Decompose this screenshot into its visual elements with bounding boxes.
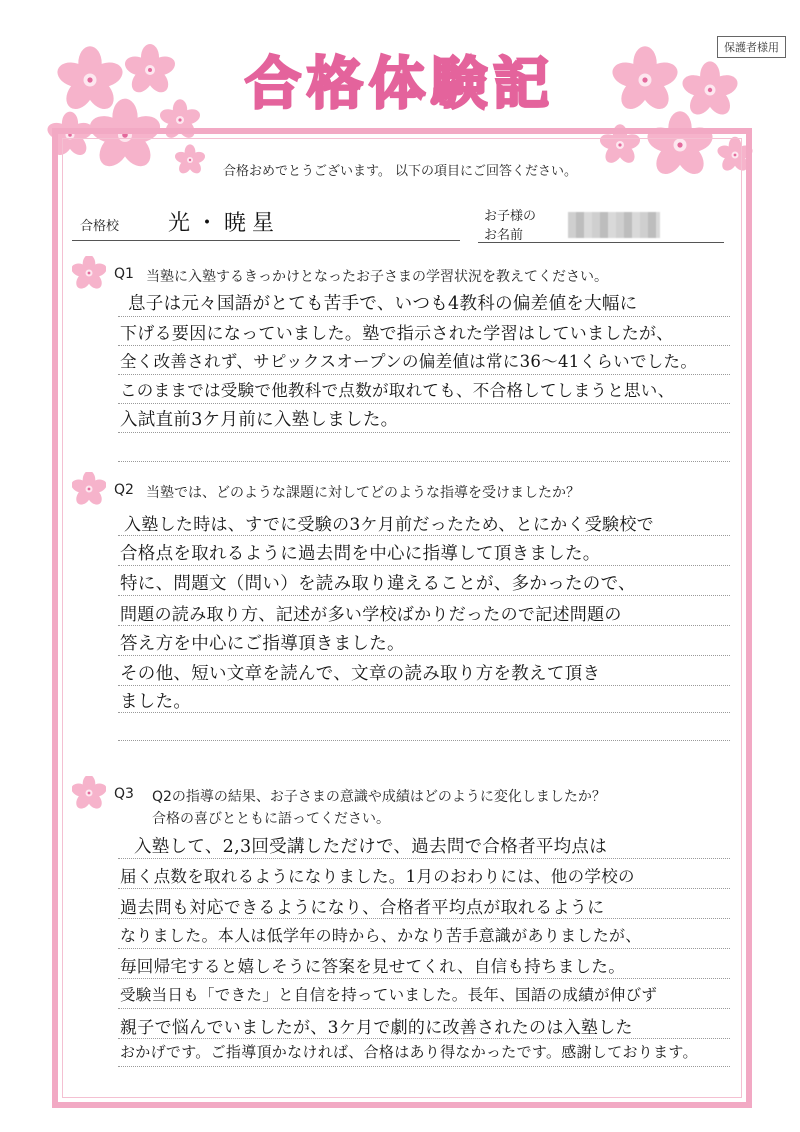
q3-answer-line: おかげです。ご指導頂かなければ、合格はあり得なかったです。感謝しております。	[120, 1043, 698, 1061]
blossom-bullet-q3-icon	[72, 776, 106, 810]
q1-answer-line: 息子は元々国語がとても苦手で、いつも4教科の偏差値を大幅に	[128, 294, 638, 314]
ruled-line	[118, 461, 730, 462]
ruled-line	[118, 978, 730, 979]
instruction-text: 合格おめでとうございます。 以下の項目にご回答ください。	[222, 164, 578, 179]
blossom-bullet-q1-icon	[72, 256, 106, 290]
ruled-line	[118, 403, 730, 404]
q2-answer-line: ました。	[120, 692, 192, 712]
q3-answer-line: 毎回帰宅すると嬉しそうに答案を見せてくれ、自信も持ちました。	[120, 957, 625, 976]
q3-answer-line: 親子で悩んでいましたが、3ケ月で劇的に改善されたのは入塾した	[120, 1018, 633, 1038]
q1-answer-line: 全く改善されず、サピックスオープンの偏差値は常に36〜41くらいでした。	[120, 352, 698, 371]
ruled-line	[118, 316, 730, 317]
q3-text-line-1: Q2の指導の結果、お子さまの意識や成績はどのように変化しましたか？	[152, 789, 606, 805]
redacted-name	[568, 212, 660, 238]
q2-answer-line: 特に、問題文（問い）を読み取り違えることが、多かったので、	[120, 574, 636, 594]
ruled-line	[118, 1066, 730, 1067]
ruled-line	[118, 595, 730, 596]
ruled-line	[118, 625, 730, 626]
q3-answer-line: 届く点数を取れるようになりました。1月のおわりには、他の学校の	[120, 867, 635, 886]
child-name-label-2: お名前	[484, 228, 524, 243]
q2-answer-line: その他、短い文章を読んで、文章の読み取り方を教えて頂き	[120, 664, 601, 684]
q3-answer-line: なりました。本人は低学年の時から、かなり苦手意識がありましたが、	[120, 926, 642, 945]
ruled-line	[118, 655, 730, 656]
q2-answer-line: 答え方を中心にご指導頂きました。	[120, 634, 405, 654]
page-title: 合格体験記	[245, 52, 555, 117]
name-underline	[478, 242, 724, 243]
q1-answer-line: 下げる要因になっていました。塾で指示された学習はしていましたが、	[120, 324, 674, 344]
ruled-line	[118, 374, 730, 375]
ruled-line	[118, 1038, 730, 1039]
q2-answer-line: 合格点を取れるように過去問を中心に指導して頂きました。	[120, 544, 601, 564]
ruled-line	[118, 345, 730, 346]
school-label: 合格校	[80, 219, 120, 234]
q2-answer-line: 入塾した時は、すでに受験の3ケ月前だったため、とにかく受験校で	[124, 515, 654, 535]
q1-answer-line: このままでは受験で他教科で点数が取れても、不合格してしまうと思い、	[120, 381, 675, 400]
ruled-line	[118, 712, 730, 713]
q3-answer-line: 受験当日も「できた」と自信を持っていました。長年、国語の成績が伸びず	[120, 986, 658, 1004]
ruled-line	[118, 918, 730, 919]
ruled-line	[118, 535, 730, 536]
q3-answer-line: 過去問も対応できるようになり、合格者平均点が取れるように	[120, 898, 605, 918]
q3-text-line-2: 合格の喜びとともに語ってください。	[152, 811, 390, 827]
q1-number: Q1	[114, 266, 134, 282]
ruled-line	[118, 740, 730, 741]
school-value: 光・暁星	[168, 211, 281, 236]
ruled-line	[118, 565, 730, 566]
q1-text: 当塾に入塾するきっかけとなったお子さまの学習状況を教えてください。	[146, 269, 608, 285]
q2-answer-line: 問題の読み取り方、記述が多い学校ばかりだったので記述問題の	[120, 605, 622, 625]
child-name-label-1: お子様の	[484, 209, 537, 224]
ruled-line	[118, 685, 730, 686]
blossom-bullet-q2-icon	[72, 472, 106, 506]
school-underline	[72, 240, 460, 241]
q3-answer-line: 入塾して、2,3回受講しただけで、過去問で合格者平均点は	[134, 837, 608, 857]
q2-number: Q2	[114, 482, 134, 498]
ruled-line	[118, 888, 730, 889]
ruled-line	[118, 948, 730, 949]
ruled-line	[118, 858, 730, 859]
ruled-line	[118, 432, 730, 433]
q1-answer-line: 入試直前3ケ月前に入塾しました。	[120, 410, 399, 430]
q2-text: 当塾では、どのような課題に対してどのような指導を受けましたか？	[146, 485, 580, 501]
ruled-line	[118, 1008, 730, 1009]
q3-number: Q3	[114, 786, 134, 802]
guardian-badge: 保護者様用	[717, 36, 786, 58]
